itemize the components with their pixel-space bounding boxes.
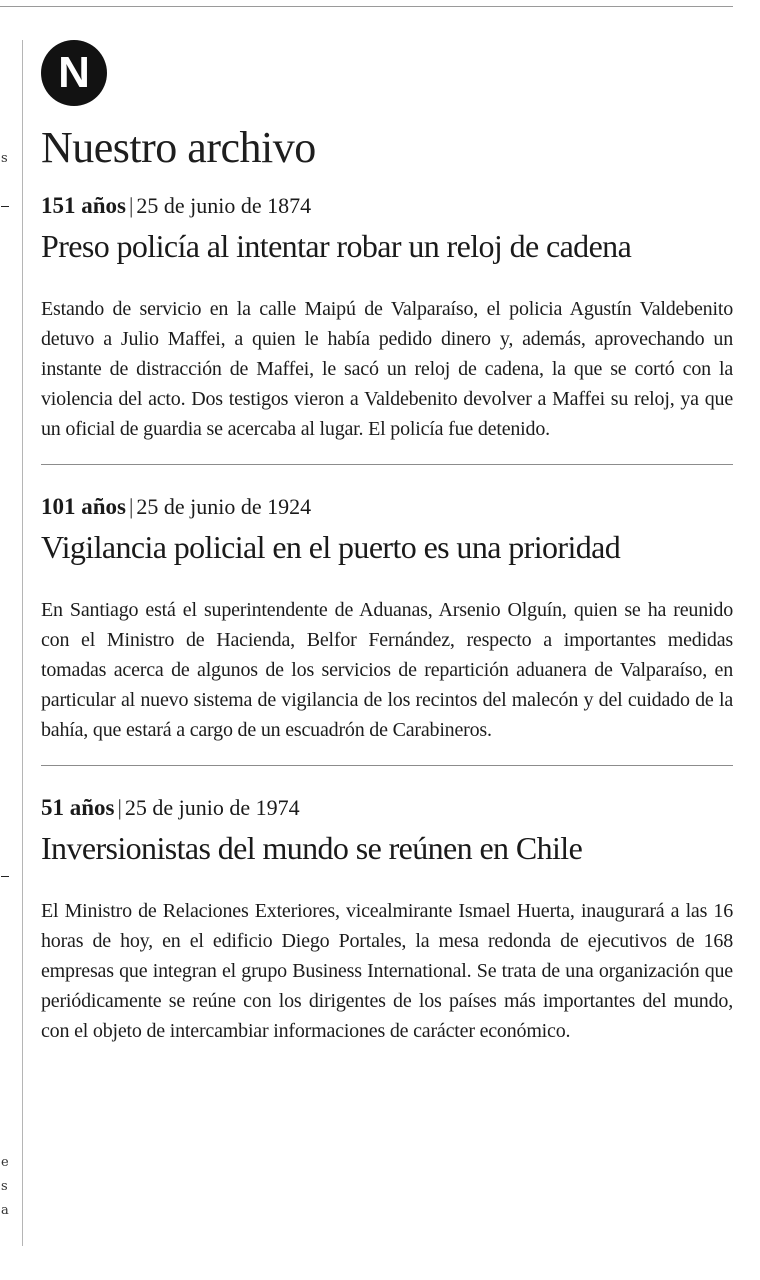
entry-body: El Ministro de Relaciones Exteriores, vicealmirante Ismael Huerta, inaugurará a las 16 horas de hoy, en el edificio Diego Portales, la mesa redonda de ejecutivos de 168 empresas que integran el grupo Business International. Se trata de una organización que periódicamente se reúne con los dirigentes de los países más importantes del mundo, con el objeto de intercambiar informaciones de carácter económico. xyxy=(41,900,733,1042)
entry-years: 151 años xyxy=(41,193,126,218)
section-title: Nuestro archivo xyxy=(41,123,316,172)
gutter-glyph: a xyxy=(1,1203,9,1218)
entry-divider xyxy=(41,464,733,465)
entry-separator: | xyxy=(129,193,134,218)
column-divider xyxy=(1,40,23,1246)
entry-date: 25 de junio de 1974 xyxy=(124,795,300,820)
newspaper-logo xyxy=(41,40,107,106)
entry-meta xyxy=(41,192,733,220)
entry-date: 25 de junio de 1924 xyxy=(136,494,312,519)
archive-entry xyxy=(41,192,733,465)
entry-headline: Inversionistas del mundo se reúnen en Chile xyxy=(41,830,583,866)
logo-letter: N xyxy=(58,48,90,97)
entry-meta xyxy=(41,794,733,822)
entry-meta xyxy=(41,493,733,521)
gutter-mark xyxy=(1,876,9,877)
entry-body: En Santiago está el superintendente de Aduanas, Arsenio Olguín, quien se ha reunido con el Ministro de Hacienda, Belfor Fernández, respecto a importantes medidas tomadas acerca de algunos de los servicios de repartición aduanera de Valparaíso, en particular al nuevo sistema de vigilancia de los recintos del malecón y del cuidado de la bahía, que estará a cargo de un escuadrón de Carabineros. xyxy=(41,599,733,741)
entry-body: Estando de servicio en la calle Maipú de Valparaíso, el policia Agustín Valdebenito detuvo a Julio Maffei, a quien le había pedido dinero y, además, aprovechando un instante de distracción de Maffei, le sacó un reloj de cadena, la que se cortó con la violencia del acto. Dos testigos vieron a Valdebenito devolver a Maffei su reloj, ya que un oficial de guardia se acercaba al lugar. El policía fue detenido. xyxy=(41,298,733,440)
archive-column xyxy=(41,40,733,1046)
entry-divider xyxy=(41,765,733,766)
entry-date: 25 de junio de 1874 xyxy=(136,193,312,218)
top-rule xyxy=(0,6,733,7)
archive-entry xyxy=(41,794,733,1046)
entry-separator: | xyxy=(117,795,122,820)
gutter-glyph: s xyxy=(1,151,8,166)
gutter-glyph: e xyxy=(1,1155,9,1170)
entry-headline: Preso policía al intentar robar un reloj de cadena xyxy=(41,228,632,264)
gutter-glyph: s xyxy=(1,1179,8,1194)
archive-entry xyxy=(41,493,733,766)
entry-headline: Vigilancia policial en el puerto es una prioridad xyxy=(41,529,621,565)
entry-separator: | xyxy=(129,494,134,519)
gutter-mark xyxy=(1,206,9,207)
entry-years: 101 años xyxy=(41,494,126,519)
entry-years: 51 años xyxy=(41,795,115,820)
